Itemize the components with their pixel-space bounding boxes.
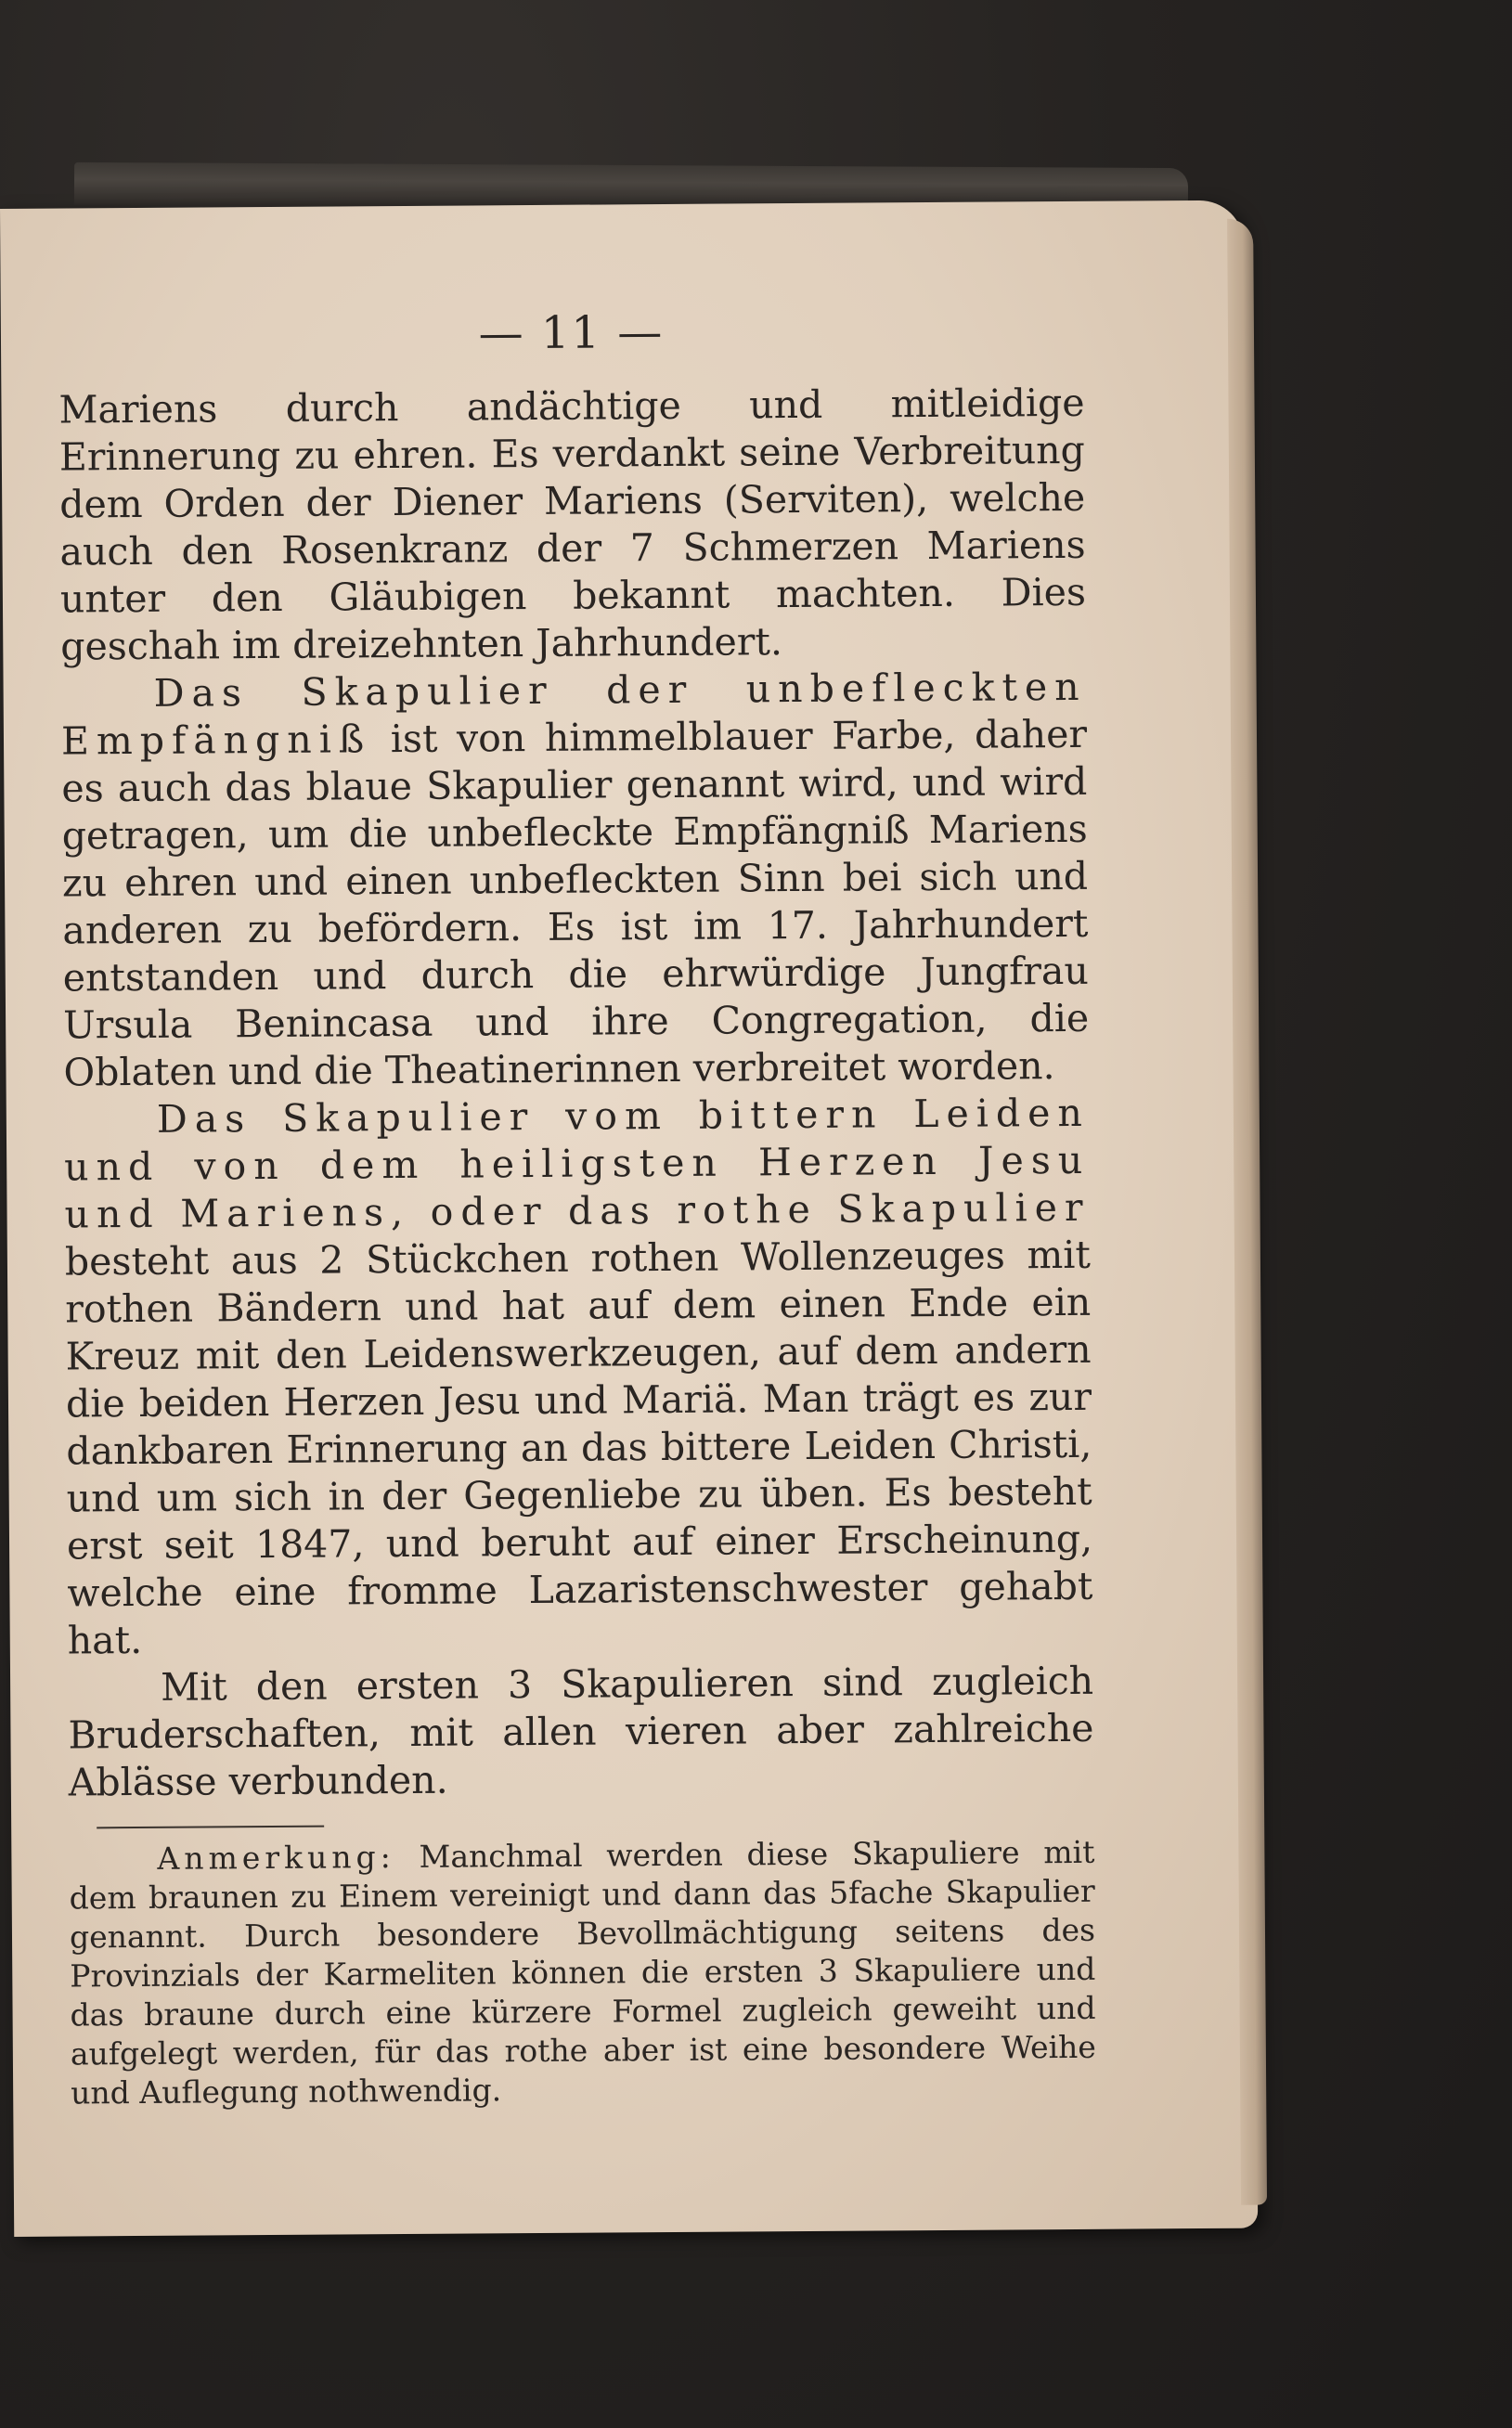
footnote-label: Anmerkung: xyxy=(157,1839,395,1877)
book-page xyxy=(0,200,1258,2237)
paragraph-2-text: ist von himmelblauer Farbe, daher es auch das blaue Skapulier genannt wird, und wird getragen, um die unbefleckte Empfängniß Mariens zu ehren und einen unbefleckten Sinn bei sich und anderen zu befördern. Es ist im 17. Jahrhundert entstanden und durch die ehrwürdige Jungfrau Ursula Benincasa und ihre Congregation, die Oblaten und die Theatinerinnen verbreitet worden. xyxy=(61,711,1090,1095)
footnote-text: Manchmal werden diese Skapuliere mit dem braunen zu Einem vereinigt und dann das 5fache Skapulier genannt. Durch besondere Bevollmächtigung seitens des Provinzials der Karmeliten können die ersten 3 Skapuliere und das braune durch eine kürzere Formel zugleich geweiht und aufgelegt werden, für das rothe aber ist eine besondere Weihe und Auflegung nothwendig. xyxy=(69,1833,1096,2112)
paragraph-3 xyxy=(64,1090,1093,1665)
paragraph-2 xyxy=(60,664,1089,1097)
paragraph-4: Mit den ersten 3 Skapulieren sind zugleich Bruderschaften, mit allen vieren aber zahlreiche Ablässe verbunden. xyxy=(68,1658,1094,1805)
paragraph-3-emphasis: Das Skapulier vom bittern Leiden und von dem heiligsten Herzen Jesu und Mariens, oder das rothe Skapulier xyxy=(64,1090,1091,1237)
paragraph-2-emphasis: Das Skapulier der unbefleckten Empfängniß xyxy=(60,664,1087,764)
page-number: — 11 — xyxy=(478,306,665,360)
footnote xyxy=(69,1833,1096,2113)
paragraph-3-text: besteht aus 2 Stückchen rothen Wollenzeuges mit rothen Bändern und hat auf dem einen Ende ein Kreuz mit den Leidenswerkzeugen, auf dem andern die beiden Herzen Jesu und Mariä. Man trägt es zur dankbaren Erinnerung an das bittere Leiden Christi, und um sich in der Gegenliebe zu üben. Es besteht erst seit 1847, und beruht auf einer Erscheinung, welche eine fromme Lazaristenschwester gehabt hat. xyxy=(64,1232,1093,1663)
footnote-rule xyxy=(97,1826,324,1829)
page-text xyxy=(58,304,1097,2113)
paragraph-1: Mariens durch andächtige und mitleidige Erinnerung zu ehren. Es verdankt seine Verbreitung dem Orden der Diener Mariens (Serviten), welche auch den Rosenkranz der 7 Schmerzen Mariens unter den Gläubigen bekannt machten. Dies geschah im dreizehnten Jahrhundert. xyxy=(58,380,1087,669)
